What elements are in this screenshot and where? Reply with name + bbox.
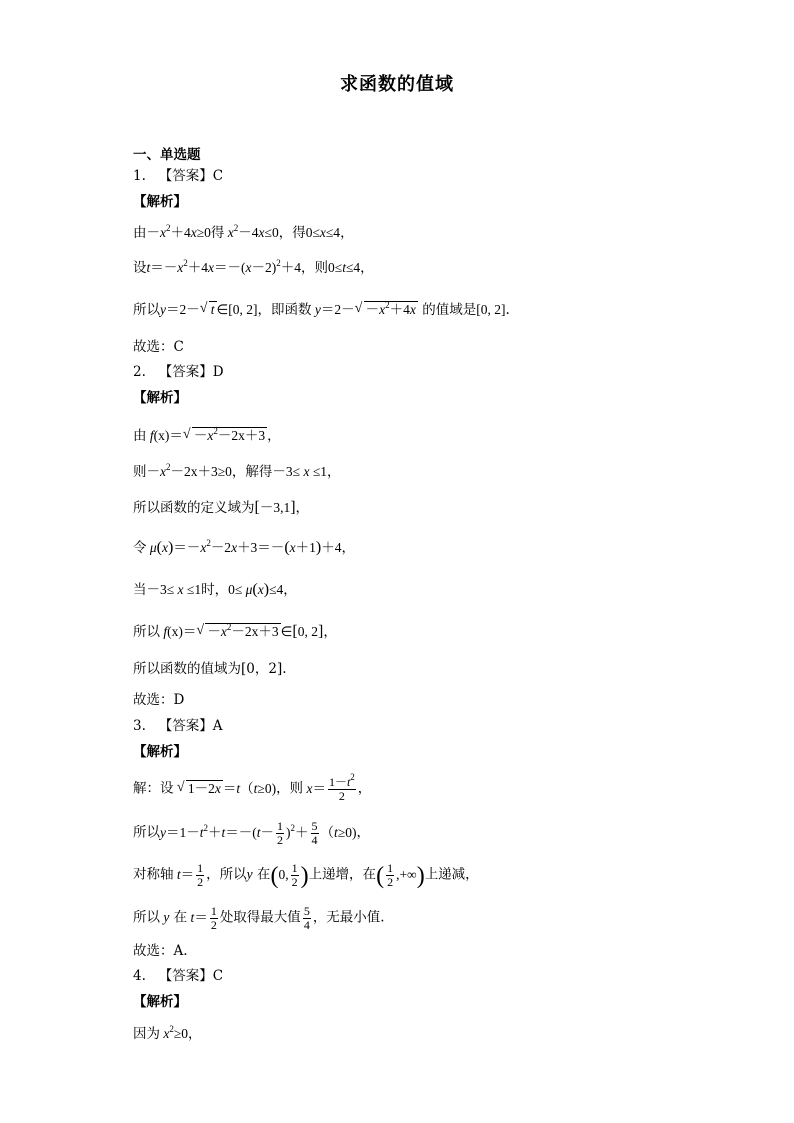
q2-step-6: 所以 $f(x)=√ -x^2-2x+3$ ∈[0, 2]， <box>133 623 337 641</box>
q1-step-3: 所以y＝2－√ t ∈[0, 2]，即函数 $y=2-√ -x^2+4x$ 的值域是[0, 2]. <box>133 301 510 319</box>
q3-conclusion <box>133 942 188 960</box>
answer-label: 【答案】 <box>158 168 213 184</box>
q3-result: A. <box>173 943 188 959</box>
q4-step-1: 因为 $x^2\ge 0$， <box>133 1024 202 1042</box>
q2-answer: D <box>212 364 224 380</box>
q1-step-1: 由$-x^2+4x\ge 0$得 $x^2-4x\le 0$，得0≤x≤4， <box>133 223 354 241</box>
q2-result: D <box>173 692 185 708</box>
q4-analysis-label: 【解析】 <box>133 994 187 1010</box>
q2-step-7: 所以函数的值域为[0，2]. <box>133 661 287 677</box>
q1-conclusion <box>133 338 184 356</box>
answer-label: 【答案】 <box>158 364 213 380</box>
q1-result: C <box>173 339 184 355</box>
q2-analysis-label: 【解析】 <box>133 390 187 406</box>
q1-analysis-label: 【解析】 <box>133 194 187 210</box>
q2-answer-line <box>133 363 224 381</box>
q1-answer-line <box>133 167 223 185</box>
q3-step-3: 对称轴 t＝ $\frac{1}{2}$ ，所以y 在(0, $\frac{1}{2}$ )上递增，在( $\frac{1}{2}$ ,+∞)上递减， <box>133 861 479 889</box>
q1-answer: C <box>212 168 224 184</box>
q1-step-2: 设$t=-x^2+4x=-(x-2)^2+4$，则0≤t≤4， <box>133 258 374 276</box>
q2-step-1: 由 $f(x)=√ -x^2-2x+3$ ， <box>133 427 281 445</box>
q3-step-4: 所以 y 在 t＝ $\frac{1}{2}$ 处取得最大值 $\frac{5}{4}$ ，无最小值. <box>133 904 385 932</box>
answer-label: 【答案】 <box>158 968 213 984</box>
choose-label: 故选： <box>133 692 174 708</box>
q2-number: 2. <box>133 364 146 380</box>
q2-step-4: 令 $\mu(x)=-x^2-2x+3=-(x+1)+4$， <box>133 538 355 556</box>
q4-answer: C <box>212 968 224 984</box>
q3-number: 3. <box>133 718 146 734</box>
q2-step-2: 则$-x^2-2x+3\ge 0$，解得－3≤ x ≤1， <box>133 462 341 480</box>
section-heading: 一、单选题 <box>133 147 201 163</box>
answer-label: 【答案】 <box>158 718 213 734</box>
page-title: 求函数的值域 <box>340 74 454 95</box>
q3-analysis-label: 【解析】 <box>133 744 187 760</box>
q3-answer: A <box>212 718 223 734</box>
q3-step-1: 解：设 √ 1－2x ＝t（t≥0)，则 x＝ $\frac{1-t^2}{2}$ ， <box>133 776 371 803</box>
q3-answer-line <box>133 717 223 735</box>
q2-step-5: 当－3≤ x ≤1时，0≤ μ(x)≤4， <box>133 581 297 598</box>
q3-step-2: 所以$y=1-t^2+t=-(t-$ $\frac{1}{2}$ )$^2$＋ $\frac{5}{4}$ （t≥0)， <box>133 819 370 847</box>
q1-number: 1. <box>133 168 146 184</box>
choose-label: 故选： <box>133 339 174 355</box>
choose-label: 故选： <box>133 943 174 959</box>
q4-answer-line <box>133 967 223 985</box>
q4-number: 4. <box>133 968 146 984</box>
q2-conclusion <box>133 691 184 709</box>
q2-step-3: 所以函数的定义域为[－3,1]， <box>133 499 310 516</box>
